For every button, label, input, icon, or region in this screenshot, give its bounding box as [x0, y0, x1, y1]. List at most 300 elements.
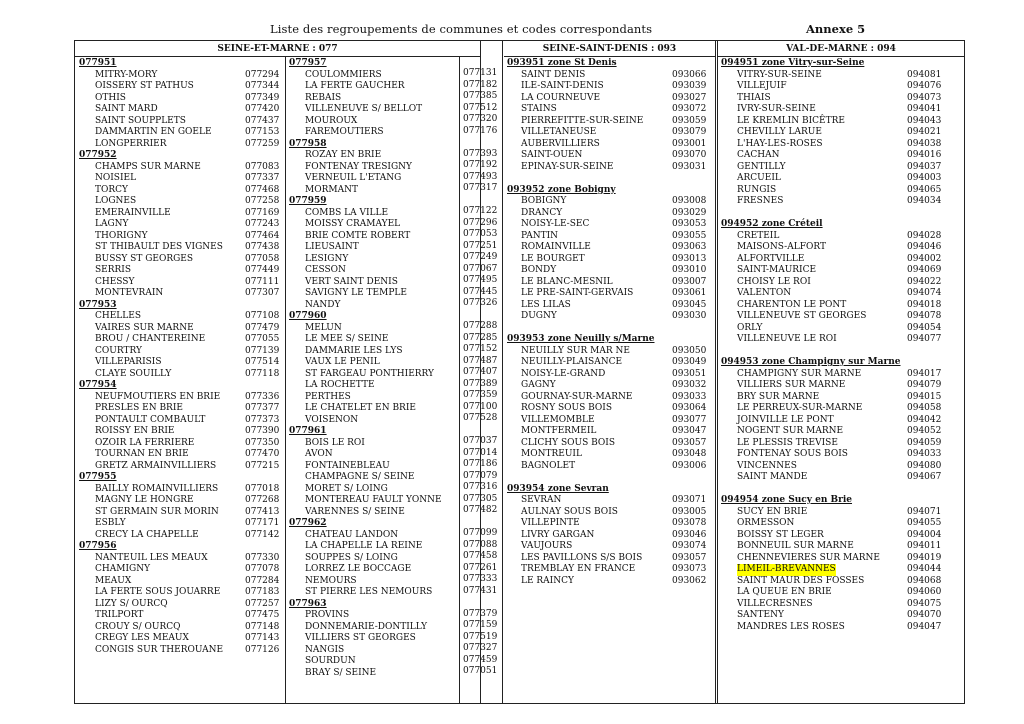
commune-code: 077514 [245, 357, 280, 367]
commune-name: LESIGNY [305, 253, 349, 264]
commune-name: BUSSY ST GEORGES [95, 253, 194, 264]
commune-name: SOURDUN [305, 656, 356, 666]
commune-name: TOURNAN EN BRIE [95, 449, 189, 459]
commune-row [721, 231, 961, 243]
group-code [79, 58, 284, 70]
commune-name: ORLY [737, 322, 763, 333]
commune-name: ESBLY [95, 518, 126, 528]
commune-row [721, 311, 961, 323]
commune-row [507, 426, 712, 438]
commune-code: 077268 [245, 495, 280, 505]
group-code [721, 357, 961, 369]
commune-name: ST GERMAIN SUR MORIN [95, 506, 219, 517]
commune-row [79, 242, 284, 254]
commune-code: 093005 [672, 506, 707, 517]
commune-code: 077337 [245, 173, 280, 183]
commune-code: 077014 [463, 447, 498, 458]
commune-code: 094021 [907, 127, 942, 137]
commune-code: 093078 [672, 518, 707, 528]
commune-name: ROISSY EN BRIE [95, 426, 175, 436]
commune-code: 077468 [245, 184, 280, 195]
commune-name: MORET S/ LOING [305, 483, 388, 494]
commune-name: NOISIEL [95, 173, 137, 183]
commune-name: NEUILLY-PLAISANCE [521, 357, 623, 367]
commune-row [79, 265, 284, 277]
commune-row [289, 553, 457, 565]
commune-name: NOISY-LE-SEC [521, 219, 590, 229]
commune-row [289, 219, 457, 231]
commune-name: VARENNES S/ SEINE [305, 506, 405, 517]
commune-code: 077420 [245, 104, 280, 114]
commune-name: DRANCY [521, 207, 563, 218]
commune-code: 093032 [672, 380, 707, 390]
commune-name: GOURNAY-SUR-MARNE [521, 391, 633, 402]
group-code [79, 300, 284, 312]
commune-code: 094037 [907, 161, 942, 172]
commune-code: 077317 [463, 183, 498, 193]
commune-row [507, 438, 712, 450]
commune-row [289, 576, 457, 588]
commune-row [721, 323, 961, 335]
commune-row [507, 495, 712, 507]
commune-code: 093013 [672, 253, 707, 264]
commune-name: CLICHY SOUS BOIS [521, 437, 615, 448]
commune-code: 094068 [907, 575, 942, 586]
commune-name: PIERREFITTE-SUR-SEINE [521, 115, 644, 126]
commune-name: MOISSY CRAMAYEL [305, 219, 401, 229]
commune-code: 077171 [245, 518, 280, 528]
commune-code: 093008 [672, 196, 707, 206]
commune-code: 077495 [463, 275, 498, 285]
commune-code: 094059 [907, 437, 942, 448]
commune-code: 077118 [245, 368, 280, 379]
commune-name: MAISONS-ALFORT [737, 242, 826, 252]
commune-name: BOBIGNY [521, 196, 567, 206]
commune-row [79, 645, 284, 657]
commune-code: 077258 [245, 196, 280, 206]
commune-row [507, 242, 712, 254]
commune-code: 077122 [463, 206, 498, 216]
commune-code: 094004 [907, 529, 942, 540]
commune-name: SAINT MAUR DES FOSSES [737, 575, 865, 586]
commune-code: 077350 [245, 437, 280, 448]
commune-code: 077259 [245, 138, 280, 149]
commune-row [289, 70, 457, 82]
commune-name: CHEVILLY LARUE [737, 127, 822, 137]
column-seine-et-marne-2-codes [463, 68, 497, 678]
commune-name: MORMANT [305, 184, 358, 195]
commune-name: ST FARGEAU PONTHIERRY [305, 368, 434, 379]
commune-name: MONTFERMEIL [521, 426, 597, 436]
commune-row [721, 369, 961, 381]
group-label: 094951 zone Vitry-sur-Seine [721, 58, 865, 68]
commune-row [289, 587, 457, 599]
commune-code: 094017 [907, 368, 942, 379]
commune-row [721, 380, 961, 392]
commune-row [79, 185, 284, 197]
commune-row [79, 599, 284, 611]
commune-name: GRETZ ARMAINVILLIERS [95, 460, 217, 471]
commune-row [507, 357, 712, 369]
commune-code: 077067 [463, 263, 498, 274]
commune-row [289, 162, 457, 174]
commune-name: MOUROUX [305, 115, 358, 126]
commune-row [79, 553, 284, 565]
commune-row [721, 461, 961, 473]
commune-code: 093062 [672, 575, 707, 586]
commune-name: SAINT MARD [95, 104, 158, 114]
commune-row [721, 93, 961, 105]
group-label: 077956 [79, 541, 117, 551]
commune-row [79, 162, 284, 174]
commune-code: 093045 [672, 299, 707, 310]
commune-row [289, 415, 457, 427]
commune-code: 094046 [907, 242, 942, 252]
commune-code: 094058 [907, 403, 942, 413]
commune-name: LE KREMLIN BICÊTRE [737, 115, 845, 126]
commune-code: 077058 [245, 253, 280, 264]
commune-name: DAMMARTIN EN GOELE [95, 127, 212, 137]
commune-row [507, 265, 712, 277]
commune-name: RUNGIS [737, 184, 777, 195]
group-code [79, 150, 284, 162]
commune-name: VOISENON [305, 414, 359, 425]
commune-row [79, 403, 284, 415]
commune-code: 093030 [672, 311, 707, 321]
commune-row [289, 633, 457, 645]
commune-name: CHAMPAGNE S/ SEINE [305, 472, 415, 482]
commune-row [289, 300, 457, 312]
commune-row [507, 311, 712, 323]
commune-row [79, 392, 284, 404]
commune-name: MITRY-MORY [95, 69, 158, 80]
commune-row [79, 622, 284, 634]
group-label: 093953 zone Neuilly s/Marne [507, 334, 655, 344]
commune-code: 094028 [907, 230, 942, 241]
commune-name: LES LILAS [521, 299, 571, 310]
commune-code: 093063 [672, 242, 707, 252]
commune-code: 093033 [672, 391, 707, 402]
commune-name: TRILPORT [95, 610, 144, 620]
commune-row [507, 116, 712, 128]
commune-code: 094065 [907, 184, 942, 195]
group-label: 077953 [79, 299, 117, 310]
commune-row [79, 576, 284, 588]
commune-name: CHARENTON LE PONT [737, 299, 847, 310]
commune-name: L'HAY-LES-ROSES [737, 138, 823, 149]
commune-name: CHOISY LE ROI [737, 276, 811, 287]
commune-code: 093072 [672, 104, 707, 114]
commune-name: LES PAVILLONS S/S BOIS [521, 552, 643, 563]
commune-row [507, 403, 712, 415]
commune-row [79, 610, 284, 622]
commune-code: 093051 [672, 368, 707, 379]
commune-row [721, 507, 961, 519]
commune-name: LA FERTE GAUCHER [305, 81, 405, 91]
commune-code: 077393 [463, 148, 498, 159]
commune-code: 094033 [907, 449, 942, 459]
commune-name: VERNEUIL L'ETANG [305, 173, 402, 183]
commune-row [79, 334, 284, 346]
commune-code: 077305 [463, 493, 498, 504]
commune-name: VILLENEUVE S/ BELLOT [305, 104, 423, 114]
commune-name: CHAMPIGNY SUR MARNE [737, 368, 862, 379]
commune-code: 094022 [907, 276, 942, 287]
column-val-de-marne [721, 58, 961, 633]
commune-row [721, 438, 961, 450]
commune-name: LIZY S/ OURCQ [95, 598, 168, 609]
commune-code: 077327 [463, 643, 498, 653]
commune-name: DAMMARIE LES LYS [305, 345, 403, 356]
commune-code: 077413 [245, 506, 280, 517]
commune-row [721, 449, 961, 461]
commune-code: 094018 [907, 299, 942, 310]
commune-name: CRECY LA CHAPELLE [95, 529, 199, 540]
commune-row [289, 369, 457, 381]
commune-code: 094034 [907, 196, 942, 206]
commune-row [721, 415, 961, 427]
commune-row [721, 564, 961, 576]
commune-row [79, 219, 284, 231]
commune-name: VILLENEUVE ST GEORGES [737, 311, 867, 321]
commune-name: BONNEUIL SUR MARNE [737, 541, 854, 551]
commune-name: BROU / CHANTEREINE [95, 334, 206, 344]
commune-row [79, 208, 284, 220]
commune-code: 077083 [245, 161, 280, 172]
commune-code: 077373 [245, 414, 280, 425]
commune-row [289, 392, 457, 404]
spacer [721, 484, 961, 496]
commune-row [289, 541, 457, 553]
commune-name: NEUFMOUTIERS EN BRIE [95, 391, 221, 402]
commune-row [79, 70, 284, 82]
group-label: 077957 [289, 58, 327, 68]
commune-name: ST PIERRE LES NEMOURS [305, 587, 433, 597]
commune-row [507, 541, 712, 553]
commune-row [507, 150, 712, 162]
commune-row [79, 93, 284, 105]
commune-name: JOINVILLE LE PONT [737, 414, 834, 425]
commune-code: 093061 [672, 288, 707, 298]
commune-name: CHENNEVIERES SUR MARNE [737, 552, 880, 563]
commune-code: 094052 [907, 426, 942, 436]
commune-name: CACHAN [737, 150, 780, 160]
commune-name: COMBS LA VILLE [305, 207, 389, 218]
commune-row [289, 323, 457, 335]
group-code [79, 380, 284, 392]
commune-code: 093006 [672, 460, 707, 471]
commune-row [289, 380, 457, 392]
commune-name: MANDRES LES ROSES [737, 621, 845, 632]
commune-code: 093047 [672, 426, 707, 436]
commune-name: LOGNES [95, 196, 137, 206]
commune-code: 077390 [245, 426, 280, 436]
spacer [507, 323, 712, 335]
commune-code: 077379 [463, 608, 498, 619]
commune-name: BOIS LE ROI [305, 437, 365, 448]
commune-code: 077018 [245, 483, 280, 494]
commune-code: 077359 [463, 390, 498, 400]
commune-code: 094041 [907, 104, 942, 114]
commune-code: 094042 [907, 414, 942, 425]
commune-name: CROUY S/ OURCQ [95, 621, 181, 632]
commune-name: VAUX LE PENIL [305, 357, 380, 367]
commune-row [721, 472, 961, 484]
column-seine-et-marne-1 [79, 58, 284, 656]
commune-name: SAVIGNY LE TEMPLE [305, 288, 407, 298]
commune-row [79, 127, 284, 139]
commune-name: IVRY-SUR-SEINE [737, 104, 816, 114]
commune-code: 094055 [907, 518, 942, 528]
commune-row [507, 380, 712, 392]
commune-row [289, 150, 457, 162]
commune-code [463, 517, 497, 529]
commune-code: 077186 [463, 459, 498, 469]
commune-name: CREGY LES MEAUX [95, 633, 189, 643]
commune-name: LE MEE S/ SEINE [305, 334, 389, 344]
commune-row [721, 116, 961, 128]
commune-code: 093048 [672, 449, 707, 459]
commune-name: VAUJOURS [521, 541, 573, 551]
commune-row [79, 369, 284, 381]
commune-code: 077131 [463, 68, 498, 78]
commune-code: 077288 [463, 321, 498, 331]
commune-code: 094069 [907, 265, 942, 275]
commune-code: 093007 [672, 276, 707, 287]
commune-name: VITRY-SUR-SEINE [737, 69, 822, 80]
header-seine-et-marne: SEINE-ET-MARNE : 077 [75, 41, 480, 57]
commune-code: 077126 [245, 644, 280, 655]
commune-code: 094002 [907, 253, 942, 264]
commune-code [463, 425, 497, 437]
commune-name: SEVRAN [521, 495, 562, 505]
document-title: Liste des regroupements de communes et codes correspondants [270, 22, 653, 36]
commune-name: LA ROCHETTE [305, 380, 375, 390]
commune-row [289, 484, 457, 496]
divider [715, 41, 718, 703]
commune-name: LAGNY [95, 219, 129, 229]
commune-code: 093031 [672, 161, 707, 172]
commune-name: ROZAY EN BRIE [305, 150, 382, 160]
commune-name: GAGNY [521, 380, 556, 390]
commune-name: SAINT DENIS [521, 69, 586, 80]
commune-code [463, 137, 497, 149]
commune-name: LIVRY GARGAN [521, 529, 595, 540]
commune-code: 077100 [463, 401, 498, 412]
group-label: 077952 [79, 150, 117, 160]
group-label: 077959 [289, 196, 327, 206]
commune-name: DUGNY [521, 311, 557, 321]
commune-code: 077336 [245, 391, 280, 402]
commune-code: 077320 [463, 114, 498, 124]
column-seine-saint-denis [507, 58, 712, 587]
commune-code: 077284 [245, 575, 280, 586]
commune-name: LORREZ LE BOCCAGE [305, 564, 412, 574]
commune-code: 077449 [245, 265, 280, 275]
commune-name: VAIRES SUR MARNE [95, 322, 194, 333]
commune-name: CHAMPS SUR MARNE [95, 161, 201, 172]
commune-code: 077459 [463, 654, 498, 665]
commune-name: LA COURNEUVE [521, 92, 601, 103]
commune-code: 077183 [245, 587, 280, 597]
commune-row [79, 231, 284, 243]
commune-row [289, 231, 457, 243]
commune-row [79, 346, 284, 358]
commune-row [721, 196, 961, 208]
divider [459, 57, 460, 703]
commune-code: 077385 [463, 91, 498, 101]
commune-name: EMERAINVILLE [95, 207, 171, 218]
group-code [507, 334, 712, 346]
commune-code: 093001 [672, 138, 707, 149]
commune-name: CHESSY [95, 276, 135, 287]
commune-name: NEUILLY SUR MAR NE [521, 345, 630, 356]
commune-row [507, 277, 712, 289]
commune-row [507, 461, 712, 473]
commune-code: 077037 [463, 436, 498, 446]
commune-code [463, 597, 497, 609]
commune-row [79, 254, 284, 266]
commune-name: NOISY-LE-GRAND [521, 368, 606, 379]
commune-name: FONTENAY TRESIGNY [305, 161, 412, 172]
commune-code: 093055 [672, 230, 707, 241]
commune-row [289, 265, 457, 277]
commune-code: 077438 [245, 242, 280, 252]
commune-row [79, 518, 284, 530]
commune-code: 077099 [463, 528, 498, 538]
commune-name: VILLEPARISIS [95, 357, 162, 367]
commune-code: 077296 [463, 217, 498, 228]
commune-name: AULNAY SOUS BOIS [521, 506, 618, 517]
commune-row [79, 587, 284, 599]
commune-code: 077437 [245, 115, 280, 126]
commune-name: LIEUSAINT [305, 242, 359, 252]
commune-name: SAINT-MAURICE [737, 265, 817, 275]
divider [285, 57, 286, 703]
commune-name: VERT SAINT DENIS [305, 276, 398, 287]
commune-row [79, 277, 284, 289]
group-code [289, 426, 457, 438]
commune-code: 077528 [463, 413, 498, 423]
commune-row [507, 530, 712, 542]
commune-row [289, 346, 457, 358]
commune-row [507, 392, 712, 404]
group-label: 093954 zone Sevran [507, 483, 609, 494]
commune-code: 077519 [463, 631, 498, 642]
commune-code: 077251 [463, 240, 498, 251]
commune-row [721, 139, 961, 151]
commune-code: 077475 [245, 610, 280, 620]
commune-row [507, 196, 712, 208]
commune-code: 077182 [463, 79, 498, 90]
commune-code: 094060 [907, 587, 942, 597]
commune-row [289, 104, 457, 116]
commune-row [721, 518, 961, 530]
commune-code: 077330 [245, 552, 280, 563]
commune-name: LE RAINCY [521, 575, 574, 586]
commune-name: CRETEIL [737, 230, 780, 241]
commune-name: THIAIS [737, 92, 771, 103]
commune-name: SAINT-OUEN [521, 150, 583, 160]
commune-name: LA CHAPELLE LA REINE [305, 541, 423, 551]
commune-row [289, 288, 457, 300]
commune-row [289, 334, 457, 346]
spacer [507, 173, 712, 185]
commune-row [507, 104, 712, 116]
commune-code: 077108 [245, 311, 280, 321]
group-code [289, 518, 457, 530]
commune-row [289, 645, 457, 657]
